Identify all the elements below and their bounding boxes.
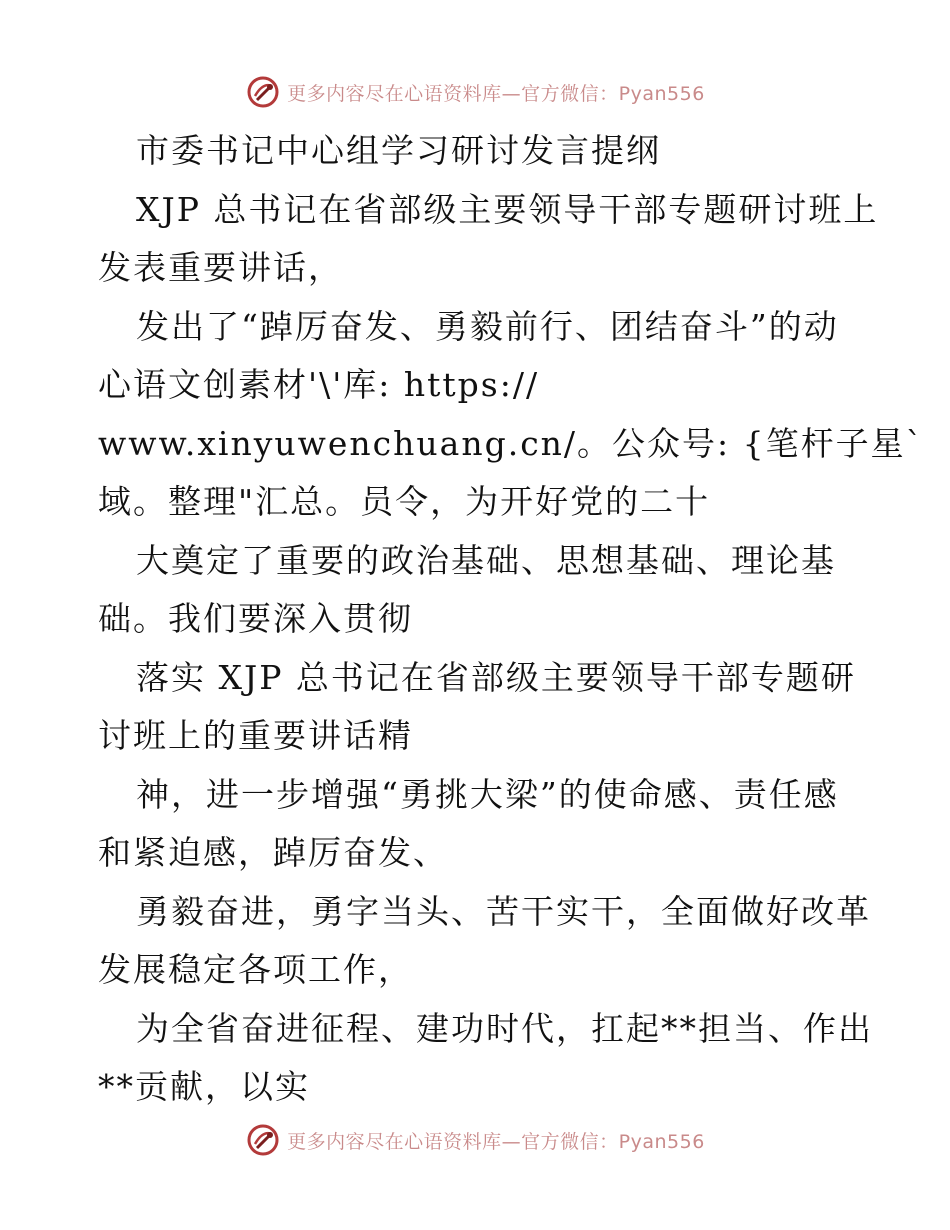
paragraph-line: www.xinyuwenchuang.cn/。公众号: {笔杆子星` <box>98 423 925 463</box>
footer-banner <box>0 1120 950 1160</box>
document-body <box>98 122 925 1117</box>
footer-banner-text: 更多内容尽在心语资料库—官方微信：Pyan556 <box>287 1130 705 1153</box>
paragraph-line: **贡献，以实 <box>98 1067 310 1106</box>
header-banner <box>0 72 950 112</box>
paragraph-line: 发出了“踔厉奋发、勇毅前行、团结奋斗”的动 <box>136 306 839 346</box>
paragraph-line: 发展稳定各项工作， <box>98 950 413 989</box>
paragraph-line: 础。我们要深入贯彻 <box>98 599 413 638</box>
paragraph-line: 为全省奋进征程、建功时代，扛起**担当、作出 <box>136 1008 873 1048</box>
paragraph-line: 心语文创素材'\'库: https:// <box>98 365 540 404</box>
paragraph-line: 大奠定了重要的政治基础、思想基础、理论基 <box>136 540 836 580</box>
paragraph-line: 落实 XJP 总书记在省部级主要领导干部专题研 <box>136 657 856 697</box>
paragraph-line: XJP 总书记在省部级主要领导干部专题研讨班上 <box>136 189 879 229</box>
paragraph-line: 勇毅奋进，勇字当头、苦干实干，全面做好改革 <box>136 891 871 931</box>
paragraph-line: 发表重要讲话， <box>98 248 343 287</box>
paragraph-line: 域。整理"汇总。员令，为开好党的二十 <box>98 482 711 521</box>
seal-logo-icon <box>245 1122 281 1158</box>
seal-logo-icon <box>245 74 281 110</box>
header-banner-text: 更多内容尽在心语资料库—官方微信：Pyan556 <box>287 82 705 105</box>
doc-title: 市委书记中心组学习研讨发言提纲 <box>136 131 661 170</box>
paragraph-line: 神，进一步增强“勇挑大梁”的使命感、责任感 <box>136 774 839 814</box>
paragraph-line: 和紧迫感，踔厉奋发、 <box>98 833 448 872</box>
paragraph-line: 讨班上的重要讲话精 <box>98 716 413 755</box>
